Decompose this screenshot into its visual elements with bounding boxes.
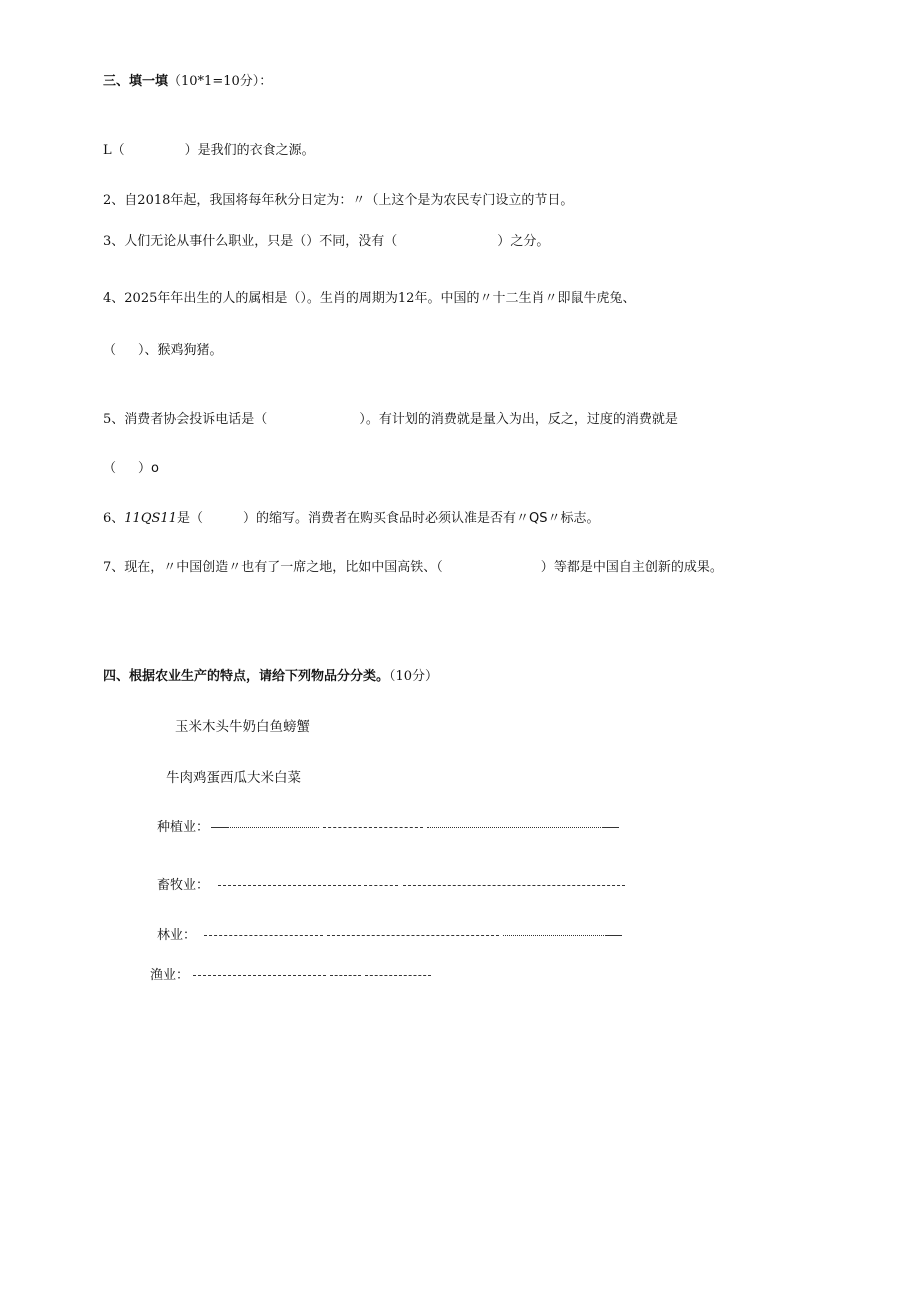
section-4-score: （10分）	[389, 669, 439, 684]
q2-year: 2018	[137, 193, 171, 208]
q4-line2-open: （	[103, 343, 117, 358]
q5-close: ）	[359, 412, 366, 427]
q4-text-a: 年年出生的人的属相是（）。生肖的周期为	[157, 291, 398, 306]
q5-text-a: 消费者协会投诉电话是（	[124, 412, 268, 427]
category-planting	[157, 816, 619, 835]
q5-text-b: 。有计划的消费就是量入为出，反之，过度的消费就是	[365, 412, 678, 427]
q7-close: ）	[540, 560, 554, 575]
q4-line2-text: 、猴鸡狗猪。	[144, 343, 223, 358]
answer-line-solid	[606, 935, 622, 936]
q6-abbr: 11QS11	[124, 511, 177, 526]
category-forestry-label: 林业：	[157, 928, 197, 943]
q6-close: ）	[242, 511, 256, 526]
q1-text: 是我们的衣食之源。	[197, 143, 315, 158]
q4-text-b: 年。中国的〃十二生肖〃即鼠牛虎兔、	[414, 291, 636, 306]
section-3-score: （10*1=10分）：	[168, 74, 273, 89]
q2-text-b: 年起，我国将每年秋分日定为：〃（	[170, 193, 379, 208]
category-livestock-label: 畜牧业：	[157, 878, 210, 893]
q5-line2-open: （	[103, 461, 117, 476]
answer-line-dashed	[193, 975, 326, 976]
question-6	[103, 507, 599, 526]
q4-number: 4、	[103, 291, 125, 306]
word-list-2: 牛肉鸡蛋西瓜大米白菜	[166, 770, 301, 786]
q5-number: 5、	[103, 412, 125, 427]
q3-close: ）	[497, 234, 511, 249]
q1-number: L（	[103, 143, 125, 158]
q7-number: 7、	[103, 560, 125, 575]
section-4-heading	[103, 665, 438, 684]
answer-line-dashed	[218, 885, 361, 886]
q2-text-a: 自	[124, 193, 138, 208]
question-1	[103, 139, 315, 158]
q6-text-b: 的缩写。消费者在购买食品时必须认准是否有〃QS〃标志。	[255, 511, 600, 526]
q3-text-b: 之分。	[510, 234, 550, 249]
q1-close: ）	[184, 143, 198, 158]
answer-line-dashed	[323, 827, 423, 828]
q7-text-a: 现在，〃中国创造〃也有了一席之地，比如中国高铁、（	[124, 560, 443, 575]
answer-line-solid	[603, 827, 619, 828]
category-planting-label: 种植业：	[157, 820, 210, 835]
q6-text-a: 是（	[176, 511, 203, 526]
answer-line-dotted	[427, 827, 603, 828]
section-3-title: 三、填一填	[103, 74, 169, 89]
q6-number: 6、	[103, 511, 125, 526]
answer-line-dashed	[330, 975, 361, 976]
answer-line-dashed	[365, 975, 431, 976]
q3-text-a: 人们无论从事什么职业，只是（）不同，没有（	[124, 234, 398, 249]
question-2	[103, 189, 573, 208]
word-list-1: 玉米木头牛奶白鱼螃蟹	[175, 719, 310, 735]
q7-text-b: 等都是中国自主创新的成果。	[553, 560, 723, 575]
category-fishery-label: 渔业：	[150, 968, 190, 983]
q4-line2-close: ）	[138, 343, 145, 358]
section-4-title: 四、根据农业生产的特点，请给下列物品分分类。	[103, 669, 390, 684]
question-3	[103, 230, 549, 249]
q4-period: 12	[397, 291, 415, 306]
category-fishery	[150, 964, 431, 983]
question-4-line-2	[103, 339, 223, 358]
q2-text-c: 上这个是为农民专门设立的节日。	[378, 193, 574, 208]
answer-line-dashed	[364, 885, 398, 886]
category-livestock	[157, 874, 625, 893]
answer-line-dashed	[204, 935, 323, 936]
category-forestry	[157, 924, 622, 943]
answer-line-dashed	[403, 885, 625, 886]
section-3-heading	[103, 70, 272, 89]
question-5	[103, 408, 678, 427]
question-7	[103, 556, 723, 575]
answer-line-solid	[211, 827, 227, 828]
question-5-line-2	[103, 457, 159, 476]
question-4	[103, 287, 635, 306]
answer-line-dotted	[503, 935, 606, 936]
q3-number: 3、	[103, 234, 125, 249]
q4-year: 2025	[124, 291, 158, 306]
q5-line2-close: ）o	[138, 461, 159, 476]
answer-line-dashed	[327, 935, 499, 936]
answer-line-dotted	[227, 827, 319, 828]
q2-number: 2、	[103, 193, 125, 208]
